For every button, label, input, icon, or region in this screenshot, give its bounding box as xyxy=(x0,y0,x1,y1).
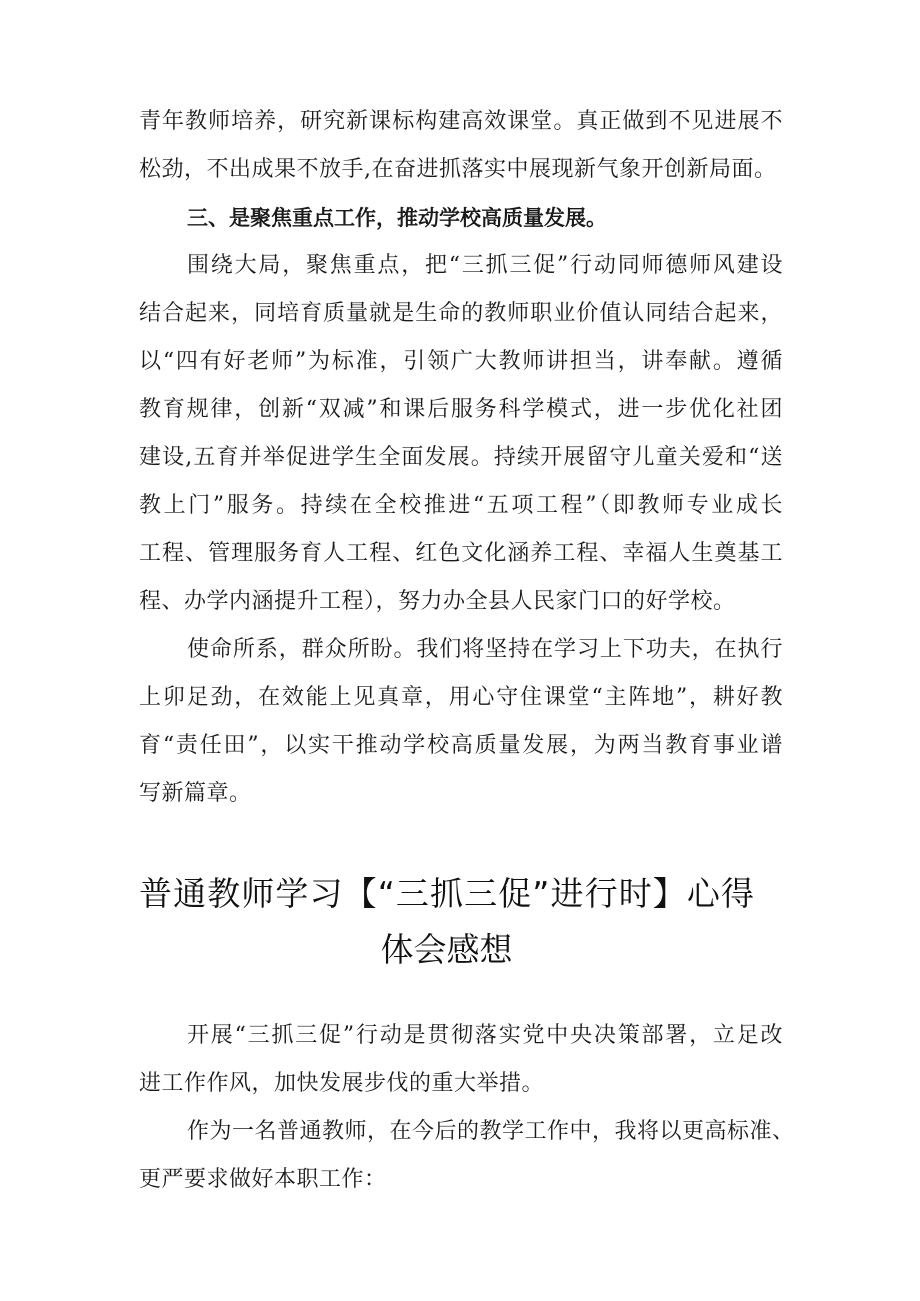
text-line: 开展“三抓三促”行动是贯彻落实党中央决策部署，立足改 xyxy=(187,1023,783,1048)
text-line: 青年教师培养，研究新课标构建高效课堂。真正做到不见进展不 xyxy=(139,109,783,134)
text-line: 围绕大局，聚焦重点，把“三抓三促”行动同师德师风建设 xyxy=(187,253,783,278)
text-line: 更严要求做好本职工作： xyxy=(139,1167,387,1192)
article-title xyxy=(139,866,783,978)
text-line: 教育规律，创新“双减”和课后服务科学模式，进一步优化社团 xyxy=(139,397,783,422)
text-line: 工程、管理服务育人工程、红色文化涵养工程、幸福人生奠基工 xyxy=(139,541,783,566)
text-line: 建设,五育并举促进学生全面发展。持续开展留守儿童关爱和“送 xyxy=(139,445,783,470)
article-title-line: 普通教师学习【“三抓三促”进行时】心得 xyxy=(139,874,754,913)
section-heading: 三、是聚焦重点工作，推动学校高质量发展。 xyxy=(187,206,607,230)
article2-paragraph-1 xyxy=(139,1012,783,1108)
text-line: 结合起来，同培育质量就是生命的教师职业价值认同结合起来， xyxy=(139,301,783,326)
text-line: 教上门”服务。持续在全校推进“五项工程”（即教师专业成长 xyxy=(139,493,783,518)
document-page xyxy=(139,98,795,1204)
continuation-paragraph xyxy=(139,98,783,194)
text-line: 育“责任田”，以实干推动学校高质量发展，为两当教育事业谱 xyxy=(139,733,783,758)
text-line: 以“四有好老师”为标准，引领广大教师讲担当，讲奉献。遵循 xyxy=(139,349,783,374)
text-line: 进工作作风，加快发展步伐的重大举措。 xyxy=(139,1071,545,1096)
text-line: 程、办学内涵提升工程），努力办全县人民家门口的好学校。 xyxy=(139,589,736,614)
article-title-line: 体会感想 xyxy=(380,930,513,969)
text-line: 使命所系，群众所盼。我们将坚持在学习上下功夫，在执行 xyxy=(187,637,783,662)
text-line: 作为一名普通教师，在今后的教学工作中，我将以更高标准、 xyxy=(187,1119,795,1144)
article2-paragraph-2 xyxy=(139,1108,795,1204)
text-line: 上卯足劲，在效能上见真章，用心守住课堂“主阵地”，耕好教 xyxy=(139,685,783,710)
closing-paragraph xyxy=(139,626,783,818)
section3-paragraph xyxy=(139,242,783,626)
text-line: 松劲，不出成果不放手,在奋进抓落实中展现新气象开创新局面。 xyxy=(139,157,777,182)
text-line: 写新篇章。 xyxy=(139,781,252,806)
